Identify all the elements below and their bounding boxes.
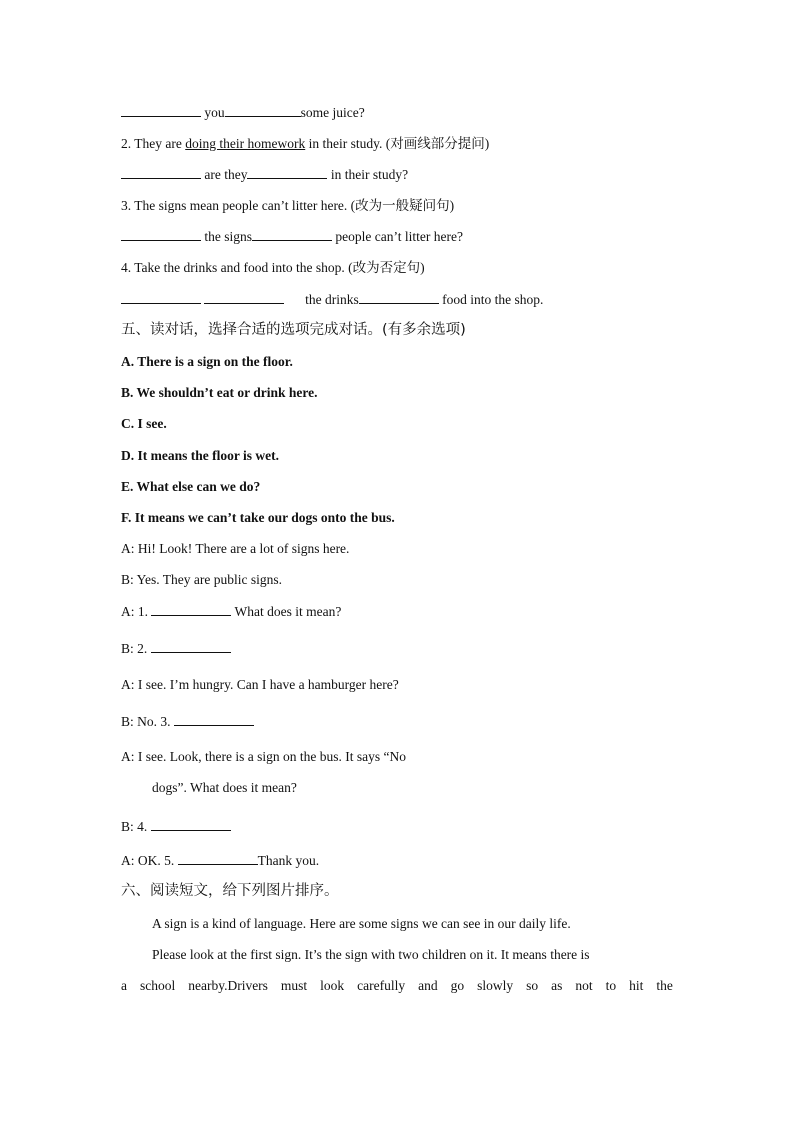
passage-word: nearby.Drivers	[188, 978, 268, 993]
passage-word: carefully	[357, 978, 406, 993]
answer-blank[interactable]	[121, 228, 201, 241]
answer-blank[interactable]	[178, 852, 258, 865]
q3-word: the signs	[204, 229, 253, 244]
passage-word: to	[605, 978, 617, 993]
section6-title: 六、阅读短文，给下列图片排序。	[121, 883, 339, 899]
option-d: D. It means the floor is wet.	[121, 448, 279, 463]
answer-blank[interactable]	[204, 291, 284, 304]
q3-answer-line	[121, 228, 463, 246]
q3-question: 3. The signs mean people can’t litter here. (改为一般疑问句)	[121, 198, 455, 213]
q1-word: you	[204, 105, 225, 120]
dialog-line: A: I see. Look, there is a sign on the bus. It says “No	[121, 749, 406, 764]
answer-blank[interactable]	[121, 104, 201, 117]
passage-word: and	[418, 978, 438, 993]
answer-blank[interactable]	[225, 104, 301, 117]
q2-question	[121, 135, 489, 153]
q2-underlined: doing their homework	[185, 136, 306, 151]
passage-word: must	[280, 978, 308, 993]
passage-word: look	[320, 978, 345, 993]
answer-blank[interactable]	[121, 291, 201, 304]
answer-blank[interactable]	[151, 818, 231, 831]
dialog-line: B: 4.	[121, 818, 231, 836]
q2-answer-line	[121, 166, 408, 184]
option-f: F. It means we can’t take our dogs onto the bus.	[121, 510, 395, 525]
passage-line: A sign is a kind of language. Here are some signs we can see in our daily life.	[152, 916, 571, 931]
q2-instruction: in their study. (对画线部分提问)	[305, 136, 490, 151]
answer-blank[interactable]	[247, 166, 327, 179]
option-b: B. We shouldn’t eat or drink here.	[121, 385, 318, 400]
dialog-line: dogs”. What does it mean?	[152, 780, 297, 795]
answer-blank[interactable]	[121, 166, 201, 179]
option-a: A. There is a sign on the floor.	[121, 354, 293, 369]
q1-answer-line	[121, 104, 365, 122]
q2-word: are they	[204, 167, 248, 182]
dialog-line: A: I see. I’m hungry. Can I have a hamburger here?	[121, 677, 399, 692]
dialog-line: A: 1. What does it mean?	[121, 604, 342, 619]
passage-word: hit	[629, 978, 644, 993]
dialog-line: A: Hi! Look! There are a lot of signs here.	[121, 541, 350, 556]
answer-blank[interactable]	[151, 640, 231, 653]
dialog-line: B: 2.	[121, 640, 231, 658]
answer-blank[interactable]	[174, 713, 254, 726]
q4-question: 4. Take the drinks and food into the shop. (改为否定句)	[121, 260, 425, 275]
passage-word: not	[575, 978, 593, 993]
section5-title: 五、读对话，选择合适的选项完成对话。(有多余选项)	[121, 322, 466, 338]
passage-word: so	[526, 978, 539, 993]
dialog-line: A: OK. 5. Thank you.	[121, 853, 320, 868]
passage-word: school	[139, 978, 176, 993]
passage-word: as	[551, 978, 563, 993]
q4-word: food into the shop.	[442, 292, 544, 307]
passage-word: slowly	[477, 978, 514, 993]
q4-word: the drinks	[305, 292, 359, 307]
dialog-line: B: Yes. They are public signs.	[121, 572, 282, 587]
dialog-line: B: No. 3.	[121, 713, 254, 731]
passage-word: go	[450, 978, 465, 993]
passage-line-justified	[121, 977, 673, 995]
q4-answer-line	[121, 291, 543, 309]
passage-word: the	[656, 978, 673, 993]
answer-blank[interactable]	[151, 603, 231, 616]
answer-blank[interactable]	[359, 291, 439, 304]
passage-line: Please look at the first sign. It’s the sign with two children on it. It means there is	[152, 947, 590, 962]
q3-word: people can’t litter here?	[335, 229, 463, 244]
q2-word: in their study?	[330, 167, 409, 182]
q2-text: 2. They are	[121, 136, 186, 151]
passage-word: a	[121, 978, 127, 993]
q1-word: some juice?	[300, 105, 365, 120]
answer-blank[interactable]	[252, 228, 332, 241]
option-e: E. What else can we do?	[121, 479, 261, 494]
option-c: C. I see.	[121, 416, 167, 431]
